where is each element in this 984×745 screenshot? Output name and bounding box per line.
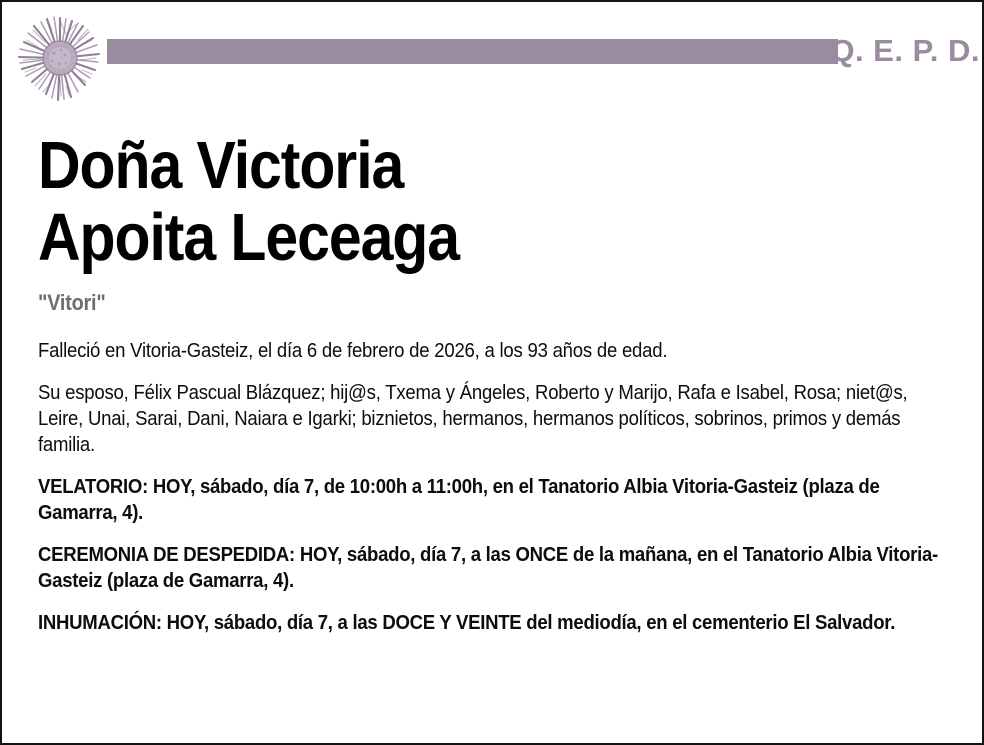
burial-details: INHUMACIÓN: HOY, sábado, día 7, a las DOCE Y VEINTE del mediodía, en el cementerio El Salvador. (38, 611, 896, 634)
deceased-name-line-2: Apoita Leceaga (38, 200, 459, 275)
qepd-label: Q. E. P. D. (830, 33, 980, 68)
notice-header (2, 2, 984, 112)
death-announcement: Falleció en Vitoria-Gasteiz, el día 6 de febrero de 2026, a los 93 años de edad. (38, 339, 668, 362)
deceased-name-line-1: Doña Victoria (38, 128, 404, 203)
surviving-family: Su esposo, Félix Pascual Blázquez; hij@s, Txema y Ángeles, Roberto y Marijo, Rafa e Isabel, Rosa; niet@s, Leire, Unai, Sarai, Dani, Naiara e Igarki; biznietos, hermanos, hermanos políticos, sobrinos, primos y demás familia. (38, 381, 908, 456)
ceremony-details: CEREMONIA DE DESPEDIDA: HOY, sábado, día 7, a las ONCE de la mañana, en el Tanatorio Albia Vitoria-Gasteiz (plaza de Gamarra, 4). (38, 543, 938, 592)
header-accent-bar (107, 39, 838, 64)
wake-details: VELATORIO: HOY, sábado, día 7, de 10:00h a 11:00h, en el Tanatorio Albia Vitoria-Gasteiz (plaza de Gamarra, 4). (38, 475, 880, 524)
notice-content (38, 130, 956, 636)
deceased-nickname: "Vitori" (38, 290, 106, 315)
floral-starburst-ornament-icon (16, 12, 104, 104)
page-title (38, 130, 846, 274)
